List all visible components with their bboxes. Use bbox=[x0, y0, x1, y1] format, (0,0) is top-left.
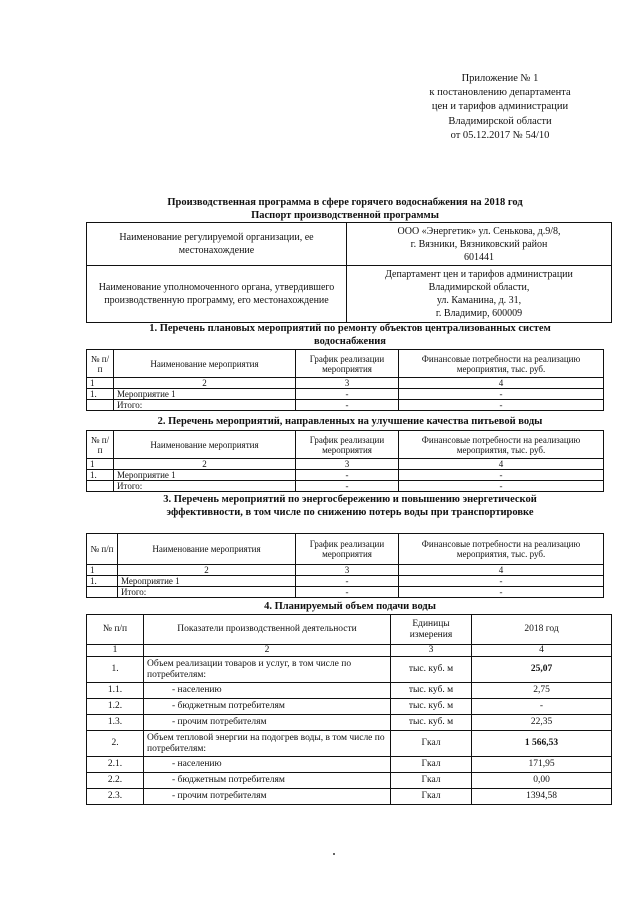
index-cell: 4 bbox=[399, 378, 604, 389]
index-cell: 2 bbox=[118, 565, 296, 576]
row-schedule: - bbox=[296, 576, 399, 587]
scan-speck bbox=[333, 853, 335, 855]
col-num-header: № п/п bbox=[87, 615, 144, 645]
table-row bbox=[87, 683, 612, 699]
passport-value-line: г. Вязники, Вязниковский район bbox=[410, 238, 548, 250]
passport-value-line: Департамент цен и тарифов администрации bbox=[385, 269, 573, 280]
row-name: - бюджетным потребителям bbox=[144, 699, 391, 715]
passport-value-line: г. Владимир, 600009 bbox=[435, 308, 523, 319]
row-name: Мероприятие 1 bbox=[114, 470, 296, 481]
total-finance: - bbox=[399, 481, 604, 492]
row-name: Объем тепловой энергии на подогрев воды, в том числе по потребителям: bbox=[144, 731, 391, 757]
row-num: 2.2. bbox=[87, 773, 144, 789]
row-num: 1. bbox=[87, 576, 118, 587]
index-cell: 2 bbox=[114, 459, 296, 470]
total-label: Итого: bbox=[114, 481, 296, 492]
row-num bbox=[87, 400, 114, 411]
row-unit: Гкал bbox=[391, 773, 472, 789]
index-cell: 3 bbox=[391, 645, 472, 657]
row-name: - бюджетным потребителям bbox=[144, 773, 391, 789]
section3-table bbox=[86, 533, 604, 598]
table-row bbox=[87, 789, 612, 805]
col-schedule-header: График реализации мероприятия bbox=[296, 431, 399, 459]
col-name-header: Наименование мероприятия bbox=[114, 431, 296, 459]
table-row bbox=[87, 657, 612, 683]
total-finance: - bbox=[399, 400, 604, 411]
index-cell: 4 bbox=[399, 565, 604, 576]
passport-value-line: 601441 bbox=[464, 251, 494, 263]
total-label: Итого: bbox=[114, 400, 296, 411]
appendix-header bbox=[400, 72, 600, 143]
index-cell: 4 bbox=[472, 645, 612, 657]
col-indicator-header: Показатели производственной деятельности bbox=[144, 615, 391, 645]
row-num: 1.3. bbox=[87, 715, 144, 731]
row-name: - населению bbox=[144, 757, 391, 773]
row-unit: Гкал bbox=[391, 757, 472, 773]
index-cell: 1 bbox=[87, 645, 144, 657]
col-schedule-header: График реализации мероприятия bbox=[296, 350, 399, 378]
passport-table bbox=[86, 222, 612, 323]
row-name: Мероприятие 1 bbox=[118, 576, 296, 587]
index-cell: 3 bbox=[296, 459, 399, 470]
row-schedule: - bbox=[296, 389, 399, 400]
total-schedule: - bbox=[296, 587, 399, 598]
index-cell: 2 bbox=[144, 645, 391, 657]
page-subtitle: Паспорт производственной программы bbox=[251, 210, 439, 221]
table-row bbox=[87, 757, 612, 773]
total-schedule: - bbox=[296, 400, 399, 411]
section-title-line: 1. Перечень плановых мероприятий по ремонту объектов централизованных систем bbox=[149, 323, 551, 334]
row-finance: - bbox=[399, 470, 604, 481]
total-finance: - bbox=[399, 587, 604, 598]
table-row bbox=[87, 715, 612, 731]
col-name-header: Наименование мероприятия bbox=[118, 534, 296, 565]
total-schedule: - bbox=[296, 481, 399, 492]
row-value: 0,00 bbox=[472, 773, 612, 789]
row-unit: Гкал bbox=[391, 731, 472, 757]
section-title-line: водоснабжения bbox=[314, 335, 386, 347]
row-num: 1. bbox=[87, 470, 114, 481]
section4-title: 4. Планируемый объем подачи воды bbox=[264, 601, 436, 612]
row-unit: тыс. куб. м bbox=[391, 657, 472, 683]
section3-title bbox=[80, 494, 620, 519]
row-num bbox=[87, 587, 118, 598]
section1-title bbox=[80, 323, 620, 348]
index-cell: 1 bbox=[87, 459, 114, 470]
row-num: 2.3. bbox=[87, 789, 144, 805]
total-label: Итого: bbox=[118, 587, 296, 598]
col-finance-header: Финансовые потребности на реализацию мероприятия, тыс. руб. bbox=[399, 431, 604, 459]
index-cell: 1 bbox=[87, 378, 114, 389]
row-name: - прочим потребителям bbox=[144, 715, 391, 731]
row-unit: тыс. куб. м bbox=[391, 715, 472, 731]
table-row bbox=[87, 699, 612, 715]
section2-title: 2. Перечень мероприятий, направленных на улучшение качества питьевой воды bbox=[157, 416, 543, 427]
index-cell: 3 bbox=[296, 565, 399, 576]
row-unit: тыс. куб. м bbox=[391, 699, 472, 715]
passport-value bbox=[347, 266, 612, 323]
passport-label: Наименование регулируемой организации, ее местонахождение bbox=[87, 223, 347, 266]
row-value: 1 566,53 bbox=[472, 731, 612, 757]
row-value: 2,75 bbox=[472, 683, 612, 699]
col-units-header: Единицы измерения bbox=[391, 615, 472, 645]
table-row bbox=[87, 731, 612, 757]
row-value: 22,35 bbox=[472, 715, 612, 731]
index-cell: 1 bbox=[87, 565, 118, 576]
row-num bbox=[87, 481, 114, 492]
appendix-line: Владимирской области bbox=[448, 115, 552, 127]
appendix-line: цен и тарифов администрации bbox=[431, 101, 569, 113]
passport-value bbox=[347, 223, 612, 266]
row-value: 171,95 bbox=[472, 757, 612, 773]
row-finance: - bbox=[399, 576, 604, 587]
row-value: - bbox=[472, 699, 612, 715]
index-cell: 3 bbox=[296, 378, 399, 389]
index-cell: 4 bbox=[399, 459, 604, 470]
page-title: Производственная программа в сфере горячего водоснабжения на 2018 год bbox=[167, 197, 523, 208]
col-finance-header: Финансовые потребности на реализацию мероприятия, тыс. руб. bbox=[399, 350, 604, 378]
col-num-header: № п/п bbox=[87, 534, 118, 565]
col-finance-header: Финансовые потребности на реализацию мероприятия, тыс. руб. bbox=[399, 534, 604, 565]
row-unit: тыс. куб. м bbox=[391, 683, 472, 699]
row-schedule: - bbox=[296, 470, 399, 481]
row-name: Мероприятие 1 bbox=[114, 389, 296, 400]
section1-table bbox=[86, 349, 604, 411]
section-title-line: 3. Перечень мероприятий по энергосбережению и повышению энергетической bbox=[163, 494, 537, 505]
index-cell: 2 bbox=[114, 378, 296, 389]
col-name-header: Наименование мероприятия bbox=[114, 350, 296, 378]
col-num-header: № п/п bbox=[87, 350, 114, 378]
row-value: 1394,58 bbox=[472, 789, 612, 805]
passport-value-line: ООО «Энергетик» ул. Сенькова, д.9/8, bbox=[397, 225, 561, 237]
row-name: - прочим потребителям bbox=[144, 789, 391, 805]
row-num: 2. bbox=[87, 731, 144, 757]
table-row bbox=[87, 773, 612, 789]
row-num: 1.1. bbox=[87, 683, 144, 699]
row-name: - населению bbox=[144, 683, 391, 699]
col-num-header: № п/п bbox=[87, 431, 114, 459]
section-title-line: эффективности, в том числе по снижению потерь воды при транспортировке bbox=[166, 506, 534, 518]
appendix-line: от 05.12.2017 № 54/10 bbox=[450, 129, 550, 141]
row-finance: - bbox=[399, 389, 604, 400]
section4-table bbox=[86, 614, 612, 805]
row-num: 2.1. bbox=[87, 757, 144, 773]
col-year-header: 2018 год bbox=[472, 615, 612, 645]
row-num: 1. bbox=[87, 389, 114, 400]
section2-table bbox=[86, 430, 604, 492]
passport-value-line: Владимирской области, bbox=[428, 282, 530, 293]
row-unit: Гкал bbox=[391, 789, 472, 805]
passport-value-line: ул. Каманина, д. 31, bbox=[436, 295, 522, 306]
col-schedule-header: График реализации мероприятия bbox=[296, 534, 399, 565]
appendix-line: Приложение № 1 bbox=[461, 73, 539, 84]
row-num: 1.2. bbox=[87, 699, 144, 715]
row-num: 1. bbox=[87, 657, 144, 683]
row-name: Объем реализации товаров и услуг, в том числе по потребителям: bbox=[144, 657, 391, 683]
row-value: 25,07 bbox=[472, 657, 612, 683]
appendix-line: к постановлению департамента bbox=[429, 87, 571, 99]
passport-label: Наименование уполномоченного органа, утвердившего производственную программу, его местонахождение bbox=[87, 266, 347, 323]
